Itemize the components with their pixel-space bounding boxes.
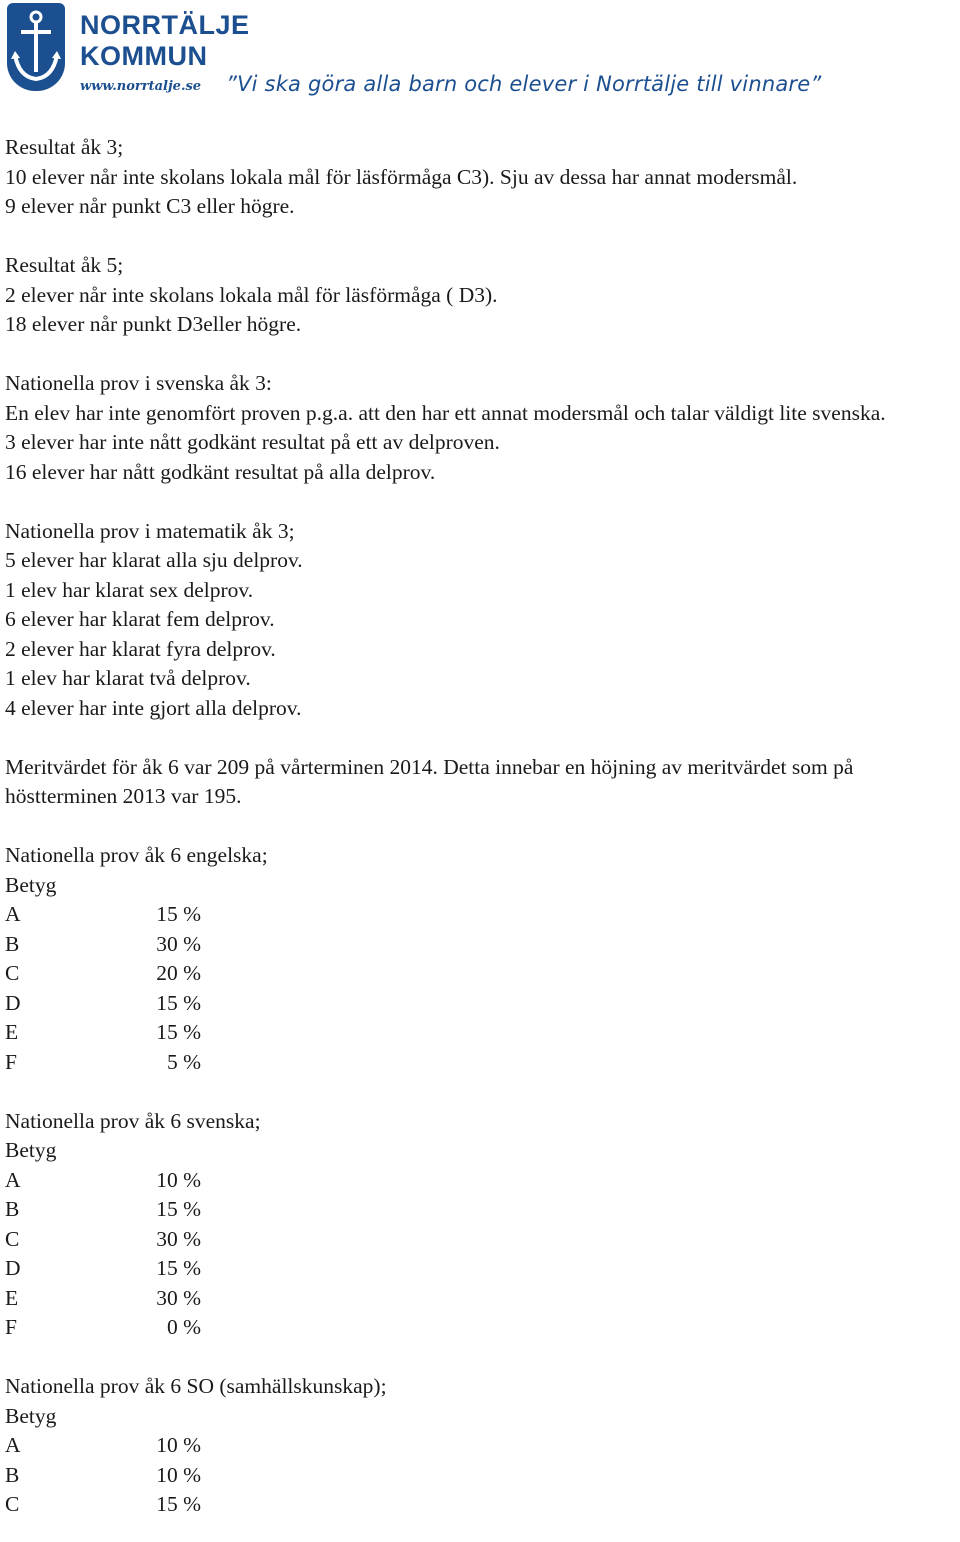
grade-letter: A <box>5 1167 21 1192</box>
grade-percent: 10 % <box>156 1167 201 1192</box>
brand-line-1: NORRTÄLJE <box>80 10 250 40</box>
np-matematik-ak3-line: 6 elever har klarat fem delprov. <box>5 607 275 631</box>
grade-percent: 30 % <box>156 1285 201 1310</box>
results-ak3-line: 9 elever når punkt C3 eller högre. <box>5 194 295 218</box>
grade-row <box>5 1313 960 1343</box>
grade-row <box>5 1195 960 1225</box>
grade-row <box>5 1166 960 1196</box>
grade-row <box>5 1284 960 1314</box>
grade-percent: 15 % <box>156 1492 201 1516</box>
document-body <box>5 133 960 1520</box>
np-svenska-ak6-heading: Nationella prov åk 6 svenska; <box>5 1108 261 1133</box>
grade-row <box>5 1048 960 1078</box>
grade-percent: 15 % <box>156 1256 201 1280</box>
np-matematik-ak3-line: 2 elever har klarat fyra delprov. <box>5 636 276 661</box>
results-ak3-line: 10 elever når inte skolans lokala mål för läsförmåga C3). Sju av dessa har annat modersmål. <box>5 164 798 189</box>
np-so-ak6-heading: Nationella prov åk 6 SO (samhällskunskap); <box>5 1374 387 1398</box>
grade-letter: C <box>5 1226 20 1251</box>
grade-percent: 30 % <box>156 1226 201 1251</box>
grade-letter: B <box>5 1462 20 1487</box>
grade-percent: 10 % <box>156 1433 201 1457</box>
page-header <box>0 0 960 110</box>
grade-row <box>5 989 960 1019</box>
np-svenska-ak3-line: En elev har inte genomfört proven p.g.a. att den har ett annat modersmål och talar väldigt lite svenska. <box>5 400 886 425</box>
grade-percent: 30 % <box>156 931 201 956</box>
grade-percent: 15 % <box>156 902 201 926</box>
results-ak3-heading: Resultat åk 3; <box>5 135 124 159</box>
grade-row <box>5 1225 960 1255</box>
np-engelska-ak6-heading: Nationella prov åk 6 engelska; <box>5 843 268 867</box>
grade-percent: 15 % <box>156 1197 201 1221</box>
results-ak5-line: 18 elever når punkt D3eller högre. <box>5 312 302 336</box>
grade-letter: F <box>5 1049 17 1074</box>
grade-row <box>5 1461 960 1491</box>
grade-letter: D <box>5 990 21 1015</box>
np-matematik-ak3-line: 1 elev har klarat sex delprov. <box>5 577 254 602</box>
grade-row <box>5 1254 960 1284</box>
np-svenska-ak3-line: 3 elever har inte nått godkänt resultat på ett av delproven. <box>5 430 500 454</box>
grade-letter: D <box>5 1256 21 1280</box>
results-ak5-line: 2 elever når inte skolans lokala mål för läsförmåga ( D3). <box>5 282 498 307</box>
brand-url: www.norrtalje.se <box>80 79 202 94</box>
grade-percent: 20 % <box>156 961 201 985</box>
grade-percent: 10 % <box>156 1462 201 1487</box>
np-matematik-ak3-line: 5 elever har klarat alla sju delprov. <box>5 548 303 572</box>
grade-letter: A <box>5 1433 21 1457</box>
grade-letter: C <box>5 961 20 985</box>
np-svenska-ak3-line: 16 elever har nått godkänt resultat på alla delprov. <box>5 459 436 484</box>
np-matematik-ak3-line: 1 elev har klarat två delprov. <box>5 666 251 690</box>
grade-letter: C <box>5 1492 20 1516</box>
grade-percent: 15 % <box>156 1020 201 1044</box>
results-ak5-heading: Resultat åk 5; <box>5 253 124 277</box>
grade-letter: E <box>5 1285 19 1310</box>
np-matematik-ak3-heading: Nationella prov i matematik åk 3; <box>5 518 295 543</box>
grade-letter: B <box>5 931 20 956</box>
grade-letter: F <box>5 1315 17 1339</box>
np-matematik-ak3-line: 4 elever har inte gjort alla delprov. <box>5 695 302 720</box>
grade-letter: A <box>5 902 21 926</box>
grade-subheading: Betyg <box>5 872 57 897</box>
brand-line-2: KOMMUN <box>80 41 208 71</box>
grade-row <box>5 1490 960 1520</box>
slogan: ”Vi ska göra alla barn och elever i Norrtälje till vinnare” <box>226 72 822 96</box>
grade-row <box>5 1018 960 1048</box>
brand-name <box>80 10 250 72</box>
grade-percent: 5 % <box>166 1049 201 1074</box>
grade-row <box>5 900 960 930</box>
grade-percent: 15 % <box>156 990 201 1015</box>
grade-letter: B <box>5 1197 20 1221</box>
np-svenska-ak3-heading: Nationella prov i svenska åk 3: <box>5 371 272 395</box>
meritvarde-paragraph: Meritvärdet för åk 6 var 209 på vårterminen 2014. Detta innebar en höjning av meritvärdet som på höstterminen 2013 var 195. <box>5 754 854 808</box>
grade-subheading: Betyg <box>5 1138 57 1162</box>
grade-subheading: Betyg <box>5 1403 57 1428</box>
grade-percent: 0 % <box>166 1315 201 1339</box>
grade-letter: E <box>5 1020 19 1044</box>
anchor-icon <box>7 3 65 91</box>
grade-row <box>5 1431 960 1461</box>
grade-row <box>5 959 960 989</box>
grade-row <box>5 930 960 960</box>
anchor-logo <box>7 3 65 91</box>
